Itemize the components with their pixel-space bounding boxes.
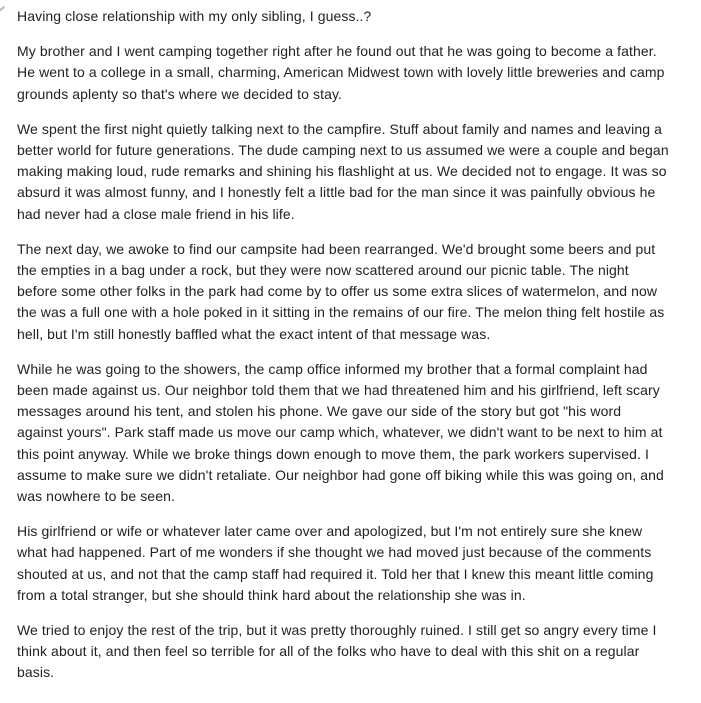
post-paragraphs <box>17 41 673 683</box>
post-paragraph: We tried to enjoy the rest of the trip, but it was pretty thoroughly ruined. I still get so angry every time I think about it, and then feel so terrible for all of the folks who have to deal with this shit on a regular basis. <box>17 622 661 681</box>
clipped-icon-fragment <box>0 6 5 12</box>
post-paragraph: The next day, we awoke to find our campsite had been rearranged. We'd brought some beers and put the empties in a bag under a rock, but they were now scattered around our picnic table. The night before some other folks in the park had come by to offer us some extra slices of watermelon, and now the was a full one with a hole poked in it sitting in the remains of our fire. The melon thing felt hostile as hell, but I'm still honestly baffled what the exact intent of that message was. <box>17 240 669 342</box>
post-paragraph: His girlfriend or wife or whatever later came over and apologized, but I'm not entirely sure she knew what had happened. Part of me wonders if she thought we had moved just because of the comments shouted at us, and not that the camp staff had required it. Told her that I knew this meant little coming from a total stranger, but she should think hard about the relationship she was in. <box>17 523 658 603</box>
post-paragraph: While he was going to the showers, the camp office informed my brother that a formal complaint had been made against us. Our neighbor told them that we had threatened him and his girlfriend, left scary messages around his tent, and stolen his phone. We gave our side of the story but got "his word against yours". Park staff made us move our camp which, whatever, we didn't want to be next to him at this point anyway. While we broke things down enough to move them, the park workers supervised. I assume to make sure we didn't retaliate. Our neighbor had gone off biking while this was going on, and was nowhere to be seen. <box>17 360 668 505</box>
post-title: Having close relationship with my only sibling, I guess..? <box>17 8 372 24</box>
post-paragraph: My brother and I went camping together right after he found out that he was going to become a father. He went to a college in a small, charming, American Midwest town with lovely little breweries and camp grounds aplenty so that's where we decided to stay. <box>17 43 669 102</box>
post-paragraph: We spent the first night quietly talking next to the campfire. Stuff about family and names and leaving a better world for future generations. The dude camping next to us assumed we were a couple and began making making loud, rude remarks and shining his flashlight at us. We decided not to engage. It was so absurd it was almost funny, and I honestly felt a little bad for the man since it was painfully obvious he had never had a close male friend in his life. <box>17 120 673 222</box>
